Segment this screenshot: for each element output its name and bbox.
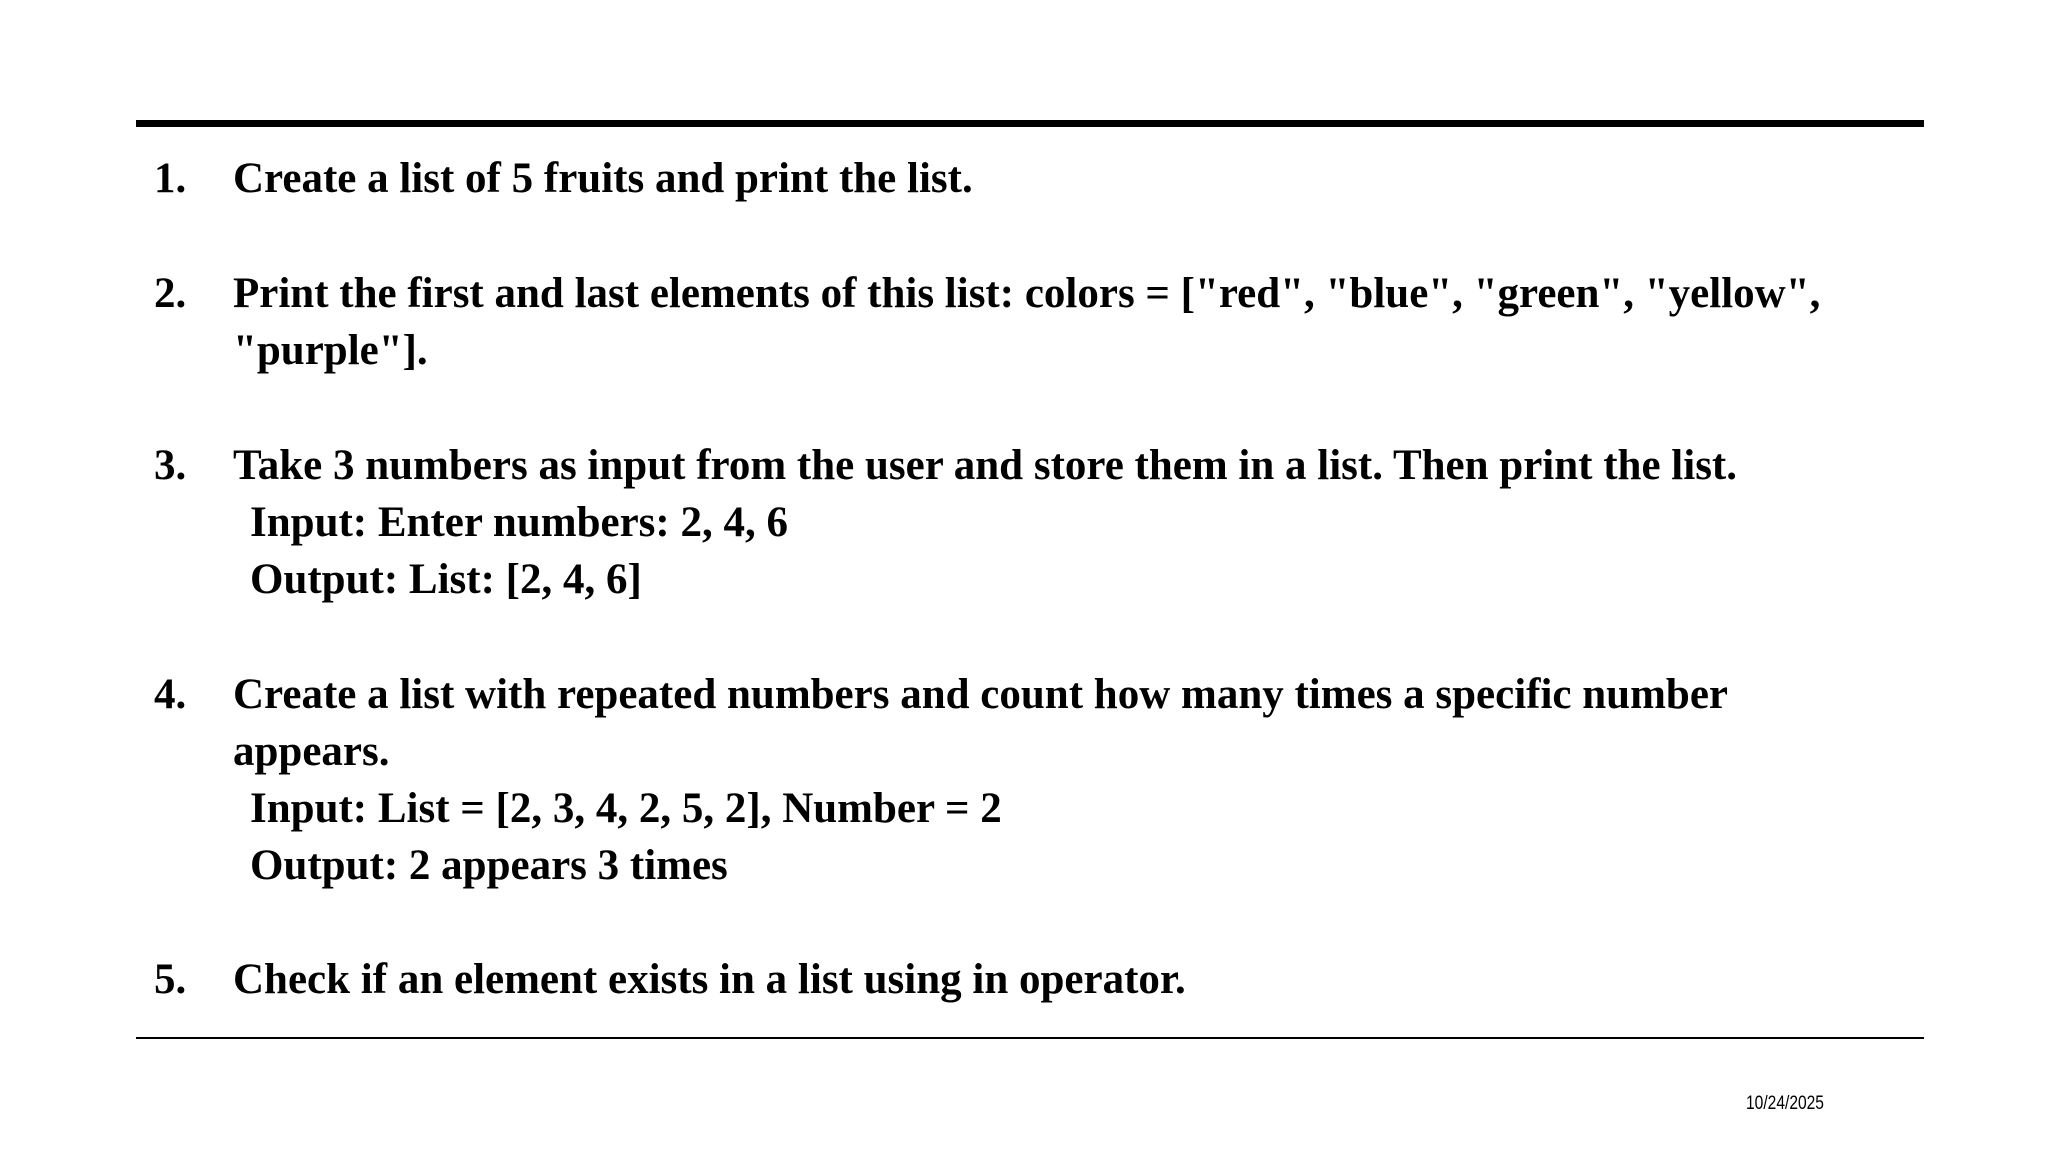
exercise-text: Create a list of 5 fruits and print the list. <box>233 155 973 202</box>
exercise-number: 5. <box>154 956 187 1003</box>
footer-divider <box>136 1037 1924 1039</box>
exercise-text: Print the first and last elements of this list: colors = ["red", "blue", "green", "yellow", <box>233 270 1821 317</box>
exercise-number: 3. <box>154 442 187 489</box>
exercise-text-continued: appears. <box>233 728 390 775</box>
slide-date: 10/24/2025 <box>1746 1093 1824 1114</box>
example-input: Input: List = [2, 3, 4, 2, 5, 2], Number = 2 <box>250 785 1002 832</box>
exercise-number: 1. <box>154 155 187 202</box>
example-output: Output: 2 appears 3 times <box>250 842 728 889</box>
exercise-text: Check if an element exists in a list using in operator. <box>233 956 1186 1003</box>
example-input: Input: Enter numbers: 2, 4, 6 <box>250 499 788 546</box>
exercise-text: Create a list with repeated numbers and count how many times a specific number <box>233 671 1728 718</box>
exercise-text: Take 3 numbers as input from the user and store them in a list. Then print the list. <box>233 442 1737 489</box>
exercise-text-continued: "purple"]. <box>233 327 428 374</box>
example-output: Output: List: [2, 4, 6] <box>250 556 642 603</box>
exercise-number: 4. <box>154 671 187 718</box>
exercise-number: 2. <box>154 270 187 317</box>
